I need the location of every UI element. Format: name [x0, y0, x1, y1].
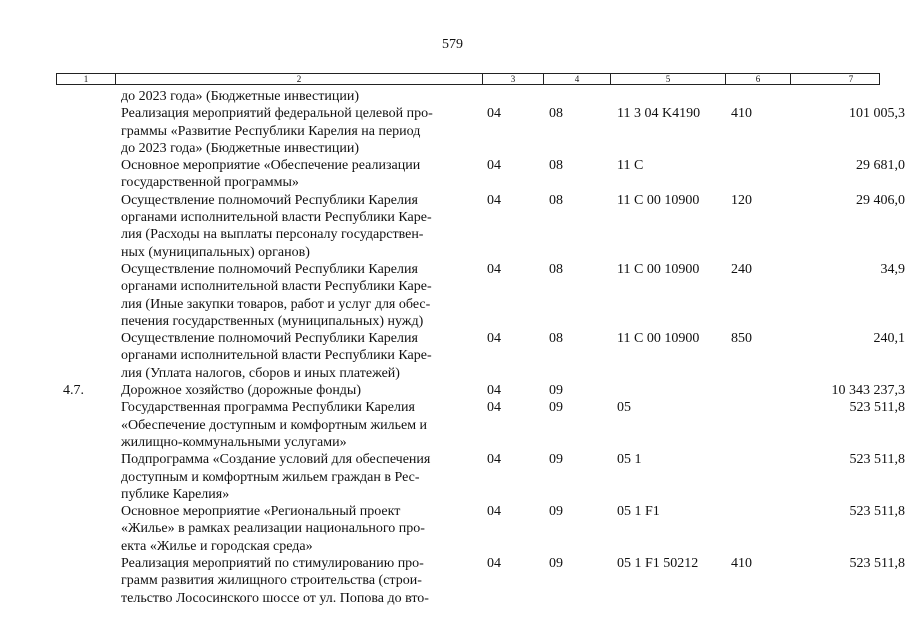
row-amount: 523 511,8: [849, 452, 905, 468]
table-row: [56, 261, 905, 330]
row-subsection: 08: [549, 261, 563, 277]
row-amount: [790, 88, 905, 105]
row-amount: 10 343 237,3: [831, 383, 905, 399]
row-number: [56, 555, 115, 607]
row-subsection: 09: [549, 556, 563, 572]
row-subsection: 09: [549, 504, 563, 520]
row-expense-type: [725, 399, 790, 451]
row-subsection: 09: [549, 452, 563, 468]
row-target-code: 11 C 00 10900: [617, 331, 700, 347]
row-number: [56, 192, 115, 261]
header-col-4: 4: [544, 74, 611, 84]
row-number: [56, 399, 115, 451]
header-col-1: 1: [57, 74, 116, 84]
row-expense-type: [725, 382, 790, 399]
header-col-5: 5: [611, 74, 726, 84]
table-row: [56, 503, 905, 555]
row-name: Реализация мероприятий по стимулированию про- грамм развития жилищного строительства (строи- тельство Лососинского шоссе от ул. Попова до вто-: [121, 556, 429, 606]
row-expense-type: 410: [731, 106, 752, 122]
row-section: 04: [487, 106, 501, 122]
row-section: 04: [487, 383, 501, 399]
row-section: 04: [487, 192, 501, 208]
table-row: [56, 157, 905, 192]
row-name: Осуществление полномочий Республики Карелия органами исполнительной власти Республики Каре- лия (Уплата налогов, сборов и иных платежей): [121, 331, 432, 381]
row-target-code: 05 1: [617, 452, 642, 468]
row-expense-type: 120: [731, 192, 752, 208]
row-expense-type: 240: [731, 261, 752, 277]
row-section: 04: [487, 556, 501, 572]
row-target-code: 11 3 04 K4190: [617, 106, 701, 122]
table-row: [56, 105, 905, 157]
row-name: Осуществление полномочий Республики Карелия органами исполнительной власти Республики Каре- лия (Иные закупки товаров, работ и услуг для обес- печения государственных (муниципальных) нужд): [121, 261, 432, 329]
row-subsection: [543, 88, 610, 105]
row-subsection: 08: [549, 331, 563, 347]
row-subsection: 08: [549, 192, 563, 208]
row-expense-type: 410: [731, 556, 752, 572]
row-subsection: 09: [549, 400, 563, 416]
row-name: Осуществление полномочий Республики Карелия органами исполнительной власти Республики Каре- лия (Расходы на выплаты персоналу государствен- ных (муниципальных) органов): [121, 192, 432, 260]
row-subsection: 09: [549, 383, 563, 399]
row-target-code: [610, 382, 725, 399]
row-target-code: 11 C: [617, 158, 644, 174]
row-target-code: 05: [617, 400, 631, 416]
table-row: [56, 192, 905, 261]
row-subsection: 08: [549, 106, 563, 122]
table-row: [56, 382, 905, 399]
header-col-2: 2: [116, 74, 483, 84]
row-name: Государственная программа Республики Карелия «Обеспечение доступным и комфортным жильем и жилищно-коммунальными услугами»: [121, 400, 428, 450]
row-expense-type: [725, 451, 790, 503]
row-amount: 29 406,0: [856, 192, 905, 208]
header-col-6: 6: [726, 74, 791, 84]
row-number: [56, 451, 115, 503]
row-amount: 29 681,0: [856, 158, 905, 174]
row-name: Подпрограмма «Создание условий для обеспечения доступным и комфортным жильем граждан в Рес- публике Карелия»: [121, 452, 431, 502]
row-amount: 240,1: [873, 331, 905, 347]
table-row: [56, 330, 905, 382]
row-name: Основное мероприятие «Региональный проект «Жилье» в рамках реализации национального про- екта «Жилье и городская среда»: [121, 504, 425, 554]
header-col-7: 7: [848, 74, 854, 84]
row-number: [56, 105, 115, 157]
row-amount: 101 005,3: [849, 106, 905, 122]
row-section: 04: [487, 331, 501, 347]
table-row: [56, 88, 880, 105]
row-name: до 2023 года» (Бюджетные инвестиции): [121, 89, 359, 104]
table-body: [56, 88, 905, 607]
row-name: Дорожное хозяйство (дорожные фонды): [121, 383, 362, 399]
table-row: [56, 555, 905, 607]
row-amount: 523 511,8: [849, 556, 905, 572]
row-expense-type: [725, 88, 790, 105]
table-row: [56, 399, 905, 451]
row-name: Реализация мероприятий федеральной целевой про- граммы «Развитие Республики Карелия на период до 2023 года» (Бюджетные инвестиции): [121, 106, 433, 156]
page-number: 579: [442, 37, 463, 52]
row-section: [482, 88, 543, 105]
row-number: [56, 330, 115, 382]
row-name: Основное мероприятие «Обеспечение реализации государственной программы»: [121, 158, 421, 191]
row-amount: 523 511,8: [849, 504, 905, 520]
row-expense-type: [725, 157, 790, 192]
row-target-code: 11 C 00 10900: [617, 261, 700, 277]
row-number: [56, 261, 115, 330]
row-target-code: 11 C 00 10900: [617, 192, 700, 208]
table-header: [56, 73, 880, 85]
header-col-3: 3: [483, 74, 544, 84]
row-number: [56, 503, 115, 555]
row-target-code: [610, 88, 725, 105]
row-number: [56, 88, 115, 105]
row-expense-type: [725, 503, 790, 555]
row-section: 04: [487, 452, 501, 468]
row-section: 04: [487, 158, 501, 174]
row-number: [56, 157, 115, 192]
row-amount: 523 511,8: [849, 400, 905, 416]
row-amount: 34,9: [880, 261, 905, 277]
row-subsection: 08: [549, 158, 563, 174]
row-section: 04: [487, 400, 501, 416]
row-target-code: 05 1 F1 50212: [617, 556, 699, 572]
row-expense-type: 850: [731, 331, 752, 347]
row-section: 04: [487, 261, 501, 277]
row-section: 04: [487, 504, 501, 520]
row-target-code: 05 1 F1: [617, 504, 660, 520]
table-row: [56, 451, 905, 503]
row-number: 4.7.: [63, 383, 84, 399]
